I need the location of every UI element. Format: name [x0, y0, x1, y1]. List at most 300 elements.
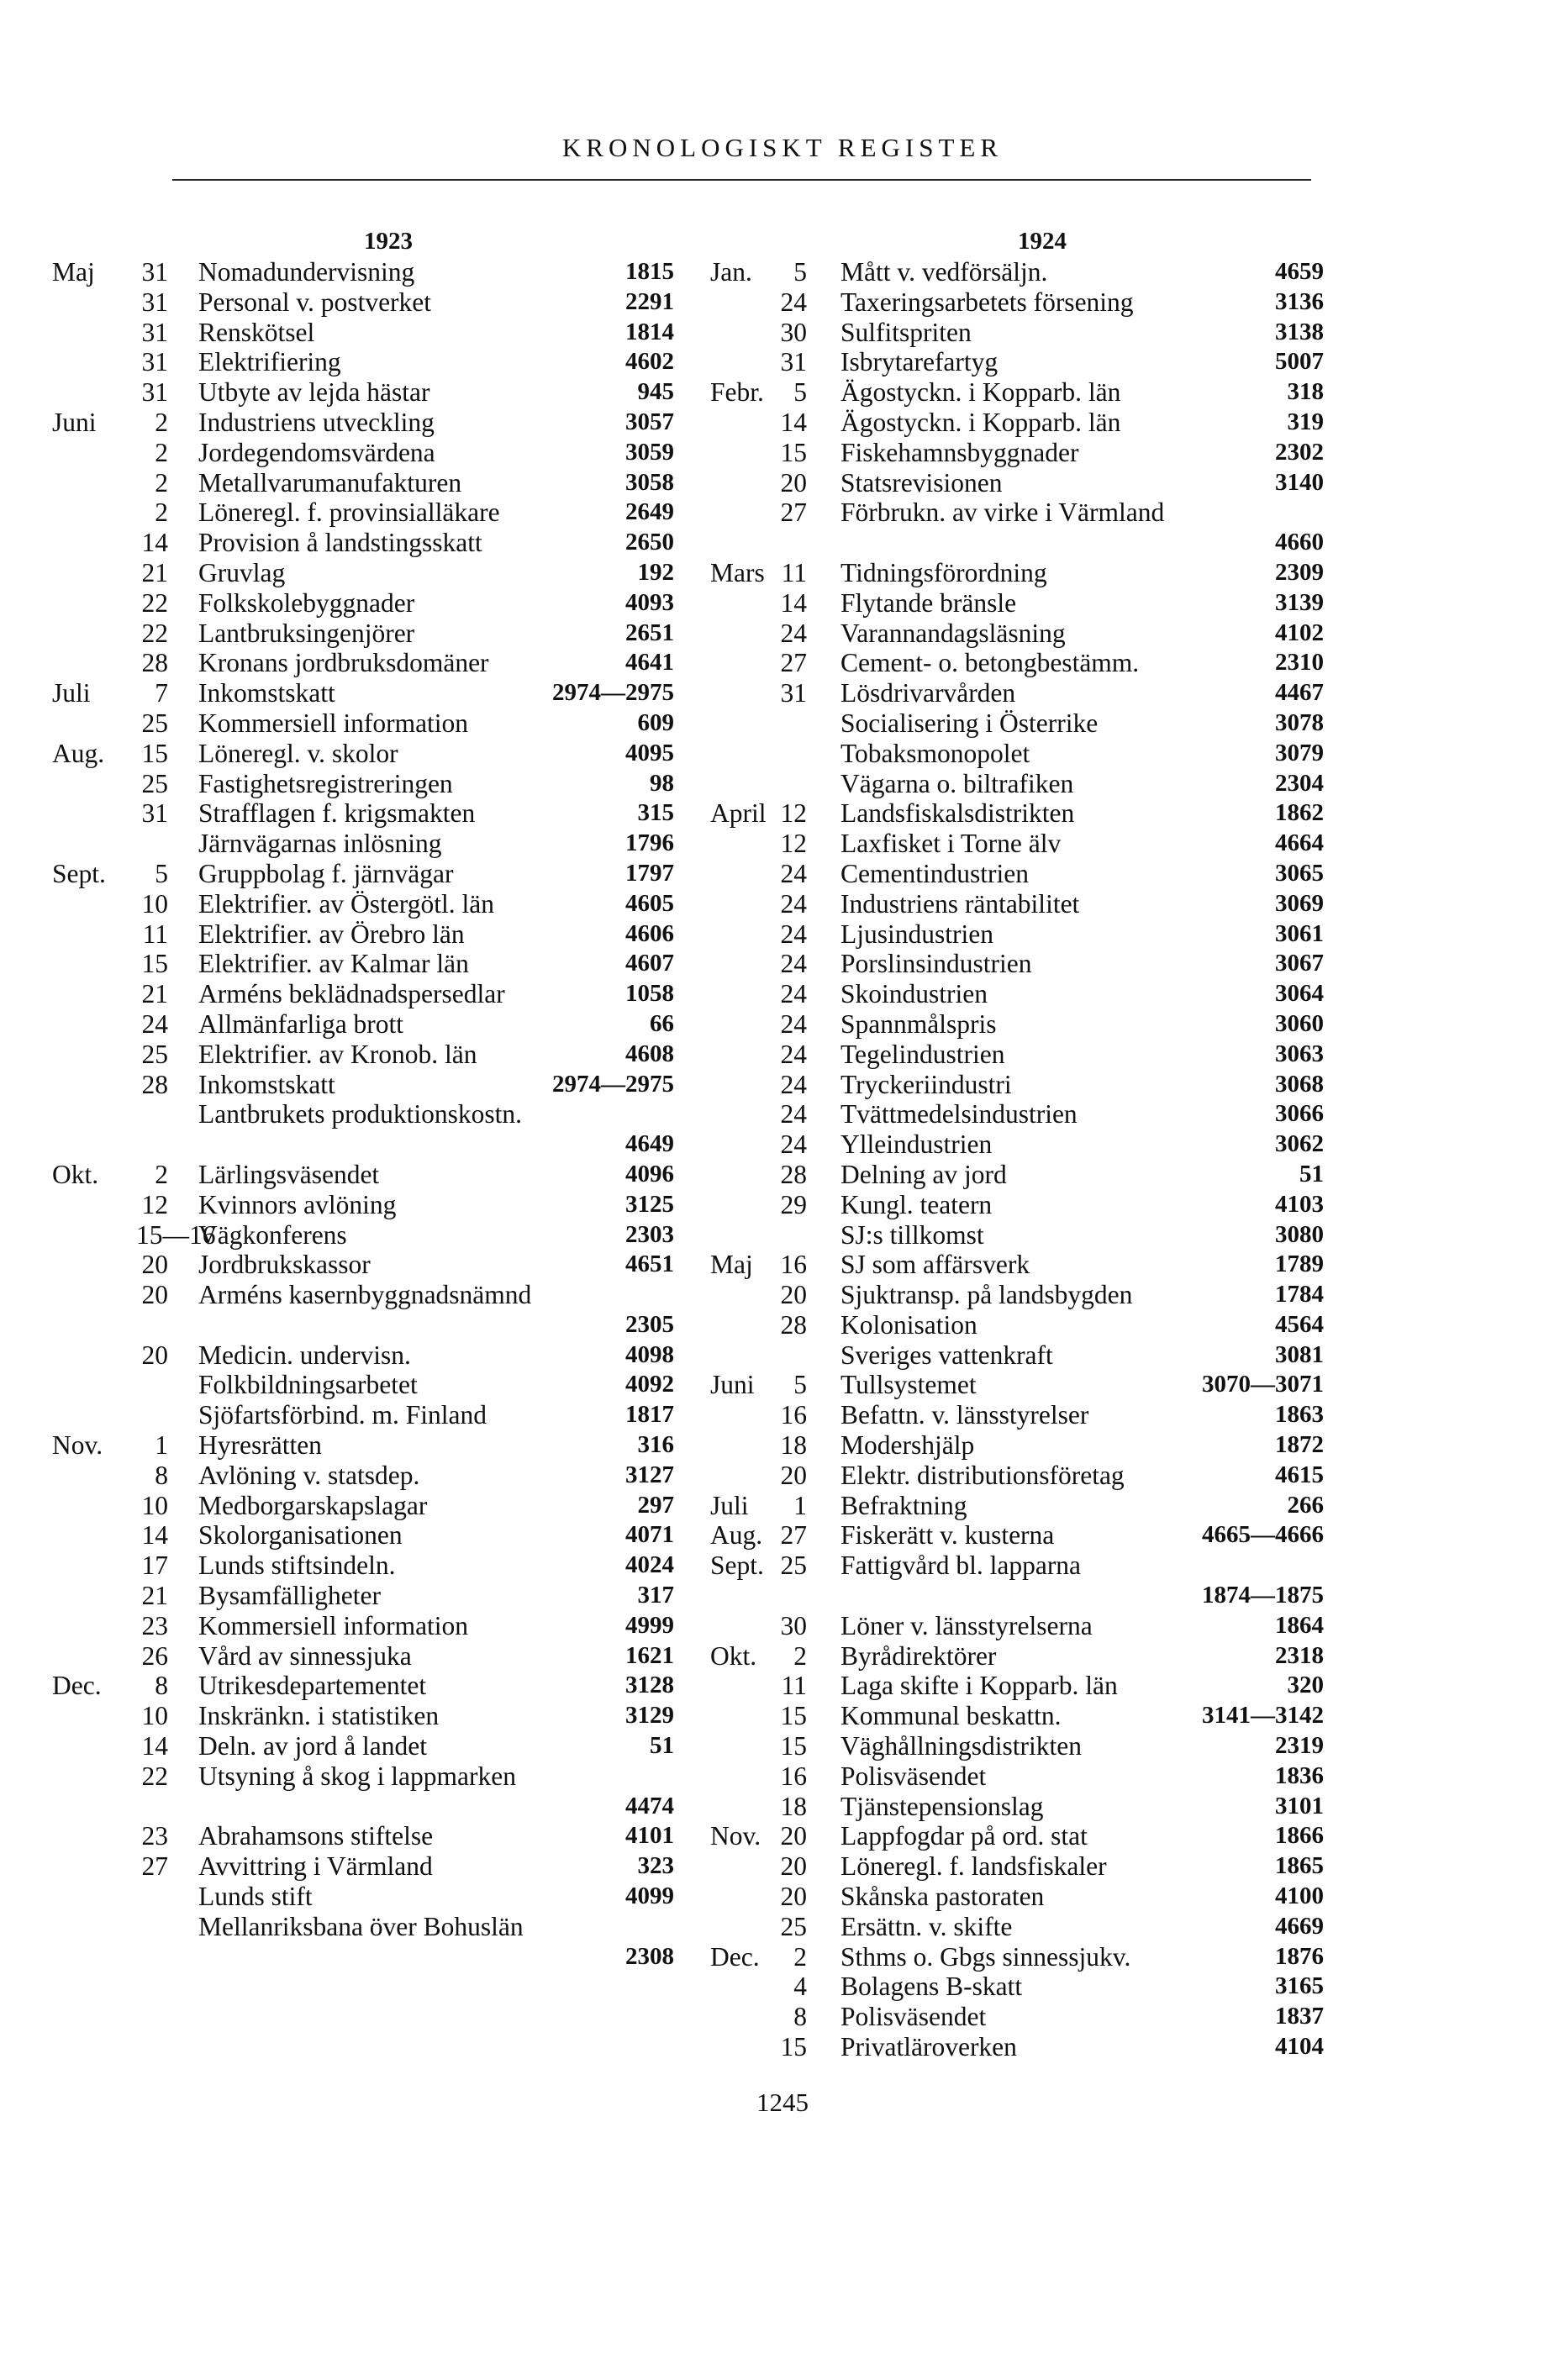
day-number: 27: [780, 498, 807, 528]
register-entry: [52, 769, 674, 799]
day-number: 22: [141, 587, 168, 618]
register-entry: [52, 498, 674, 528]
reference-number: 2974—2975: [552, 1070, 674, 1098]
entry-title: Folkbildningsarbetet: [198, 1370, 418, 1400]
entry-title: Metallvarumanufakturen: [198, 467, 462, 498]
reference-number: 4103: [1275, 1190, 1324, 1218]
entry-title: Avlöning v. statsdep.: [198, 1460, 420, 1490]
reference-number: 2310: [1275, 649, 1324, 677]
day-number: 15—16: [136, 1219, 216, 1250]
reference-number: 4095: [625, 739, 674, 766]
register-entry: [52, 1070, 674, 1100]
register-entry: [710, 558, 1324, 588]
day-number: 31: [141, 257, 168, 287]
day-number: 7: [155, 678, 168, 708]
entry-title: Deln. av jord å landet: [198, 1731, 428, 1761]
register-entry: [710, 1731, 1324, 1761]
reference-number: 3068: [1275, 1070, 1324, 1098]
reference-number: 1797: [625, 859, 674, 887]
reference-number: 3165: [1275, 1972, 1324, 2000]
register-entry: [710, 1581, 1324, 1611]
month-label: Nov.: [52, 1430, 103, 1461]
register-entry: [52, 1310, 674, 1340]
register-entry: [710, 318, 1324, 348]
entry-title: Tegelindustrien: [840, 1039, 1005, 1069]
reference-number: 51: [1299, 1160, 1324, 1187]
reference-number: 3140: [1275, 468, 1324, 496]
day-number: 12: [780, 798, 807, 829]
entry-title: Löneregl. f. provinsialläkare: [198, 498, 500, 528]
entry-title: Lärlingsväsendet: [198, 1159, 380, 1189]
reference-number: 2309: [1275, 558, 1324, 586]
day-number: 25: [780, 1911, 807, 1941]
reference-number: 192: [637, 558, 674, 586]
reference-number: 4096: [625, 1160, 674, 1187]
reference-number: 2974—2975: [552, 679, 674, 707]
reference-number: 2650: [625, 529, 674, 556]
reference-number: 4664: [1275, 829, 1324, 857]
day-number: 24: [780, 979, 807, 1009]
reference-number: 3081: [1275, 1340, 1324, 1368]
day-number: 10: [141, 1701, 168, 1731]
entry-title: Fiskehamnsbyggnader: [840, 437, 1079, 467]
entry-title: Tullsystemet: [840, 1370, 977, 1400]
entry-title: Löner v. länsstyrelserna: [840, 1610, 1093, 1640]
reference-number: 4100: [1275, 1882, 1324, 1910]
day-number: 23: [141, 1821, 168, 1851]
day-number: 25: [141, 1039, 168, 1069]
register-entry: [710, 1942, 1324, 1972]
entry-title: SJ:s tillkomst: [840, 1219, 984, 1250]
entry-title: Kolonisation: [840, 1309, 977, 1340]
reference-number: 1621: [625, 1641, 674, 1669]
register-entry: [710, 257, 1324, 287]
reference-number: 1865: [1275, 1852, 1324, 1880]
register-entry: [710, 408, 1324, 438]
reference-number: 4659: [1275, 258, 1324, 285]
day-number: 30: [780, 1610, 807, 1640]
reference-number: 323: [637, 1852, 674, 1880]
register-entry: [52, 919, 674, 950]
register-entry: [52, 1611, 674, 1641]
register-entry: [52, 678, 674, 708]
entry-title: Sjuktransp. på landsbygden: [840, 1280, 1133, 1310]
register-entry: [710, 1099, 1324, 1129]
register-entry: [710, 1461, 1324, 1491]
reference-number: 5007: [1275, 348, 1324, 376]
month-label: Sept.: [52, 858, 106, 888]
month-label: Aug.: [52, 738, 105, 768]
reference-number: 3101: [1275, 1792, 1324, 1819]
day-number: 27: [141, 1851, 168, 1882]
entry-title: Inkomstskatt: [198, 1069, 335, 1099]
day-number: 20: [141, 1340, 168, 1370]
entry-title: Vård av sinnessjuka: [198, 1640, 412, 1671]
reference-number: 3064: [1275, 980, 1324, 1008]
day-number: 31: [141, 798, 168, 829]
entry-title: Arméns beklädnadspersedlar: [198, 979, 505, 1009]
reference-number: 4651: [625, 1251, 674, 1278]
entry-title: Kronans jordbruksdomäner: [198, 648, 489, 678]
register-entry: [52, 949, 674, 979]
register-entry: [710, 889, 1324, 919]
register-entry: [710, 528, 1324, 558]
reference-number: 4104: [1275, 2033, 1324, 2061]
entry-title: Befattn. v. länsstyrelser: [840, 1400, 1089, 1430]
register-entry: [52, 1009, 674, 1040]
entry-title: Utrikesdepartementet: [198, 1671, 427, 1701]
day-number: 26: [141, 1640, 168, 1671]
reference-number: 2651: [625, 619, 674, 646]
reference-number: 3078: [1275, 708, 1324, 736]
entry-title: Kommunal beskattn.: [840, 1701, 1062, 1731]
reference-number: 4649: [625, 1130, 674, 1158]
reference-number: 2304: [1275, 769, 1324, 797]
day-number: 14: [141, 528, 168, 558]
reference-number: 4660: [1275, 529, 1324, 556]
entry-title: Landsfiskalsdistrikten: [840, 798, 1075, 829]
day-number: 23: [141, 1610, 168, 1640]
register-entry: [710, 1220, 1324, 1251]
register-entry: [52, 1129, 674, 1160]
day-number: 5: [793, 257, 807, 287]
entry-title: SJ som affärsverk: [840, 1250, 1030, 1280]
day-number: 24: [780, 618, 807, 648]
entry-title: Tobaksmonopolet: [840, 738, 1030, 768]
day-number: 5: [793, 1370, 807, 1400]
reference-number: 297: [637, 1491, 674, 1519]
day-number: 15: [780, 1701, 807, 1731]
reference-number: 3141—3142: [1202, 1702, 1324, 1730]
register-entry: [710, 588, 1324, 619]
reference-number: 1876: [1275, 1942, 1324, 1970]
register-entry: [52, 287, 674, 318]
reference-number: 317: [637, 1582, 674, 1609]
reference-number: 316: [637, 1431, 674, 1459]
month-label: Nov.: [710, 1821, 761, 1851]
day-number: 14: [780, 587, 807, 618]
entry-title: Isbrytarefartyg: [840, 347, 999, 377]
day-number: 15: [780, 2032, 807, 2062]
day-number: 12: [780, 829, 807, 859]
register-entry: [710, 1160, 1324, 1190]
day-number: 14: [141, 1731, 168, 1761]
register-entry: [710, 1190, 1324, 1220]
entry-title: Privatläroverken: [840, 2032, 1017, 2062]
day-number: 24: [780, 1069, 807, 1099]
entry-title: Laga skifte i Kopparb. län: [840, 1671, 1118, 1701]
reference-number: 1837: [1275, 2003, 1324, 2030]
reference-number: 4474: [625, 1792, 674, 1819]
entry-title: Nomadundervisning: [198, 257, 415, 287]
reference-number: 3079: [1275, 739, 1324, 766]
entry-title: Bysamfälligheter: [198, 1581, 381, 1611]
day-number: 22: [141, 1761, 168, 1791]
day-number: 15: [141, 738, 168, 768]
day-number: 20: [780, 1280, 807, 1310]
day-number: 10: [141, 888, 168, 919]
register-entry: [710, 1430, 1324, 1461]
register-entry: [710, 1611, 1324, 1641]
register-entry: [710, 2032, 1324, 2062]
register-entry: [52, 1731, 674, 1761]
reference-number: 1836: [1275, 1761, 1324, 1789]
month-label: Maj: [710, 1250, 753, 1280]
reference-number: 98: [650, 769, 674, 797]
register-entry: [52, 347, 674, 377]
register-entry: [52, 1491, 674, 1521]
day-number: 30: [780, 317, 807, 347]
register-entry: [710, 859, 1324, 889]
month-label: Juli: [52, 678, 91, 708]
register-entry: [710, 979, 1324, 1009]
reference-number: 1814: [625, 318, 674, 345]
entry-title: Arméns kasernbyggnadsnämnd: [198, 1280, 532, 1310]
register-entry: [710, 1250, 1324, 1280]
register-entry: [710, 619, 1324, 649]
reference-number: 2302: [1275, 438, 1324, 466]
day-number: 16: [780, 1250, 807, 1280]
register-entry: [710, 377, 1324, 408]
day-number: 2: [155, 437, 168, 467]
register-entry: [52, 1461, 674, 1491]
register-entry: [52, 1400, 674, 1430]
day-number: 25: [780, 1551, 807, 1581]
register-entry: [710, 1671, 1324, 1701]
reference-number: 1784: [1275, 1281, 1324, 1308]
entry-title: Byrådirektörer: [840, 1640, 997, 1671]
day-number: 15: [141, 949, 168, 979]
entry-title: Elektrifier. av Kronob. län: [198, 1039, 477, 1069]
reference-number: 1862: [1275, 799, 1324, 827]
register-entry: [52, 1792, 674, 1822]
day-number: 24: [780, 949, 807, 979]
day-number: 11: [142, 919, 168, 949]
reference-number: 3061: [1275, 919, 1324, 947]
reference-number: 4669: [1275, 1912, 1324, 1940]
reference-number: 609: [637, 708, 674, 736]
reference-number: 319: [1287, 408, 1324, 435]
entry-title: Elektrifier. av Kalmar län: [198, 949, 469, 979]
reference-number: 3062: [1275, 1130, 1324, 1158]
register-entry: [710, 1882, 1324, 1912]
register-entry: [52, 979, 674, 1009]
register-entry: [710, 678, 1324, 708]
register-entry: [710, 498, 1324, 528]
entry-title: Porslinsindustrien: [840, 949, 1032, 979]
entry-title: Lösdrivarvården: [840, 678, 1016, 708]
entry-title: Polisväsendet: [840, 1761, 987, 1791]
register-entry: [710, 1340, 1324, 1371]
day-number: 24: [780, 287, 807, 317]
month-label: Aug.: [710, 1520, 763, 1551]
register-entry: [710, 648, 1324, 678]
entry-title: Allmänfarliga brott: [198, 1008, 404, 1039]
register-entry: [710, 1040, 1324, 1070]
day-number: 12: [141, 1189, 168, 1219]
entry-title: Kungl. teatern: [840, 1189, 993, 1219]
day-number: 2: [793, 1941, 807, 1972]
register-entry: [710, 798, 1324, 829]
register-entry: [52, 468, 674, 498]
reference-number: 4564: [1275, 1310, 1324, 1338]
year-heading: 1923: [364, 228, 413, 255]
reference-number: 4467: [1275, 679, 1324, 707]
reference-number: 945: [637, 378, 674, 406]
register-entry: [52, 438, 674, 468]
register-entry: [52, 257, 674, 287]
reference-number: 1789: [1275, 1251, 1324, 1278]
register-entry: [52, 619, 674, 649]
day-number: 2: [793, 1640, 807, 1671]
entry-title: Medborgarskapslagar: [198, 1490, 428, 1520]
register-entry: [52, 1040, 674, 1070]
reference-number: 3080: [1275, 1220, 1324, 1248]
day-number: 20: [141, 1250, 168, 1280]
entry-title: Lappfogdar på ord. stat: [840, 1821, 1088, 1851]
reference-number: 3066: [1275, 1100, 1324, 1128]
entry-title: Löneregl. f. landsfiskaler: [840, 1851, 1107, 1882]
register-entry: [710, 1370, 1324, 1400]
register-entry: [710, 919, 1324, 950]
entry-title: Gruvlag: [198, 557, 286, 587]
reference-number: 3069: [1275, 889, 1324, 917]
day-number: 15: [780, 1731, 807, 1761]
day-number: 24: [780, 888, 807, 919]
register-entry: [52, 739, 674, 769]
entry-title: Lantbrukets produktionskostn.: [198, 1099, 522, 1129]
reference-number: 3067: [1275, 950, 1324, 977]
reference-number: 318: [1287, 378, 1324, 406]
register-entry: [52, 1280, 674, 1310]
day-number: 24: [780, 919, 807, 949]
register-entry: [52, 1701, 674, 1731]
reference-number: 3070—3071: [1202, 1371, 1324, 1398]
day-number: 31: [780, 678, 807, 708]
month-label: Juni: [710, 1370, 755, 1400]
day-number: 20: [780, 1882, 807, 1912]
register-entry: [710, 1129, 1324, 1160]
reference-number: 3129: [625, 1702, 674, 1730]
day-number: 1: [155, 1430, 168, 1461]
reference-number: 3063: [1275, 1040, 1324, 1067]
register-entry: [52, 1220, 674, 1251]
register-entry: [52, 1250, 674, 1280]
page-number: 1245: [756, 2088, 809, 2117]
reference-number: 1863: [1275, 1401, 1324, 1429]
reference-number: 4665—4666: [1202, 1521, 1324, 1549]
year-heading: 1924: [1018, 228, 1067, 255]
reference-number: 2308: [625, 1942, 674, 1970]
entry-title: Elektr. distributionsföretag: [840, 1460, 1125, 1490]
day-number: 20: [141, 1280, 168, 1310]
month-label: Dec.: [710, 1941, 760, 1972]
entry-title: Fattigvård bl. lapparna: [840, 1551, 1082, 1581]
day-number: 20: [780, 1821, 807, 1851]
register-entry: [710, 739, 1324, 769]
day-number: 11: [781, 557, 807, 587]
register-column-right: [710, 225, 1324, 2062]
reference-number: 4101: [625, 1822, 674, 1850]
register-column-left: [52, 225, 674, 1972]
entry-title: Abrahamsons stiftelse: [198, 1821, 434, 1851]
entry-title: Lunds stiftsindeln.: [198, 1551, 396, 1581]
day-number: 16: [780, 1400, 807, 1430]
register-entry: [52, 1942, 674, 1972]
day-number: 4: [793, 1972, 807, 2002]
register-entry: [52, 1160, 674, 1190]
entry-title: Fastighetsregistreringen: [198, 768, 453, 798]
entry-title: Ylleindustrien: [840, 1129, 993, 1160]
register-entry: [710, 1310, 1324, 1340]
day-number: 22: [141, 618, 168, 648]
entry-title: Spannmålspris: [840, 1008, 997, 1039]
day-number: 31: [141, 377, 168, 408]
reference-number: 320: [1287, 1672, 1324, 1699]
entry-title: Socialisering i Österrike: [840, 708, 1099, 738]
register-entry: [52, 1520, 674, 1551]
day-number: 14: [141, 1520, 168, 1551]
day-number: 16: [780, 1761, 807, 1791]
register-entry: [710, 1520, 1324, 1551]
reference-number: 4641: [625, 649, 674, 677]
reference-number: 3139: [1275, 588, 1324, 616]
day-number: 18: [780, 1791, 807, 1821]
entry-title: Tidningsförordning: [840, 557, 1047, 587]
day-number: 31: [141, 347, 168, 377]
day-number: 8: [793, 2002, 807, 2032]
register-entry: [52, 588, 674, 619]
register-entry: [710, 1070, 1324, 1100]
entry-title: Bolagens B-skatt: [840, 1972, 1023, 2002]
reference-number: 266: [1287, 1491, 1324, 1519]
day-number: 20: [780, 467, 807, 498]
entry-list: [52, 257, 674, 1972]
entry-title: Modershjälp: [840, 1430, 975, 1461]
register-entry: [52, 1551, 674, 1581]
reference-number: 4102: [1275, 619, 1324, 646]
reference-number: 3128: [625, 1672, 674, 1699]
day-number: 31: [141, 317, 168, 347]
entry-title: Sjöfartsförbind. m. Finland: [198, 1400, 487, 1430]
reference-number: 2649: [625, 498, 674, 526]
day-number: 10: [141, 1490, 168, 1520]
register-entry: [52, 1581, 674, 1611]
day-number: 21: [141, 557, 168, 587]
register-entry: [710, 287, 1324, 318]
register-entry: [52, 1671, 674, 1701]
entry-title: Provision å landstingsskatt: [198, 528, 482, 558]
entry-title: Väghållningsdistrikten: [840, 1731, 1082, 1761]
register-entry: [52, 889, 674, 919]
reference-number: 3060: [1275, 1009, 1324, 1037]
entry-title: Löneregl. v. skolor: [198, 738, 398, 768]
day-number: 2: [155, 407, 168, 437]
register-entry: [52, 1370, 674, 1400]
reference-number: 2291: [625, 287, 674, 315]
reference-number: 4607: [625, 950, 674, 977]
reference-number: 4608: [625, 1040, 674, 1067]
register-entry: [710, 769, 1324, 799]
register-entry: [710, 1009, 1324, 1040]
day-number: 15: [780, 437, 807, 467]
reference-number: 4606: [625, 919, 674, 947]
month-label: April: [710, 798, 767, 829]
day-number: 8: [155, 1671, 168, 1701]
day-number: 31: [780, 347, 807, 377]
register-entry: [52, 377, 674, 408]
reference-number: 1866: [1275, 1822, 1324, 1850]
